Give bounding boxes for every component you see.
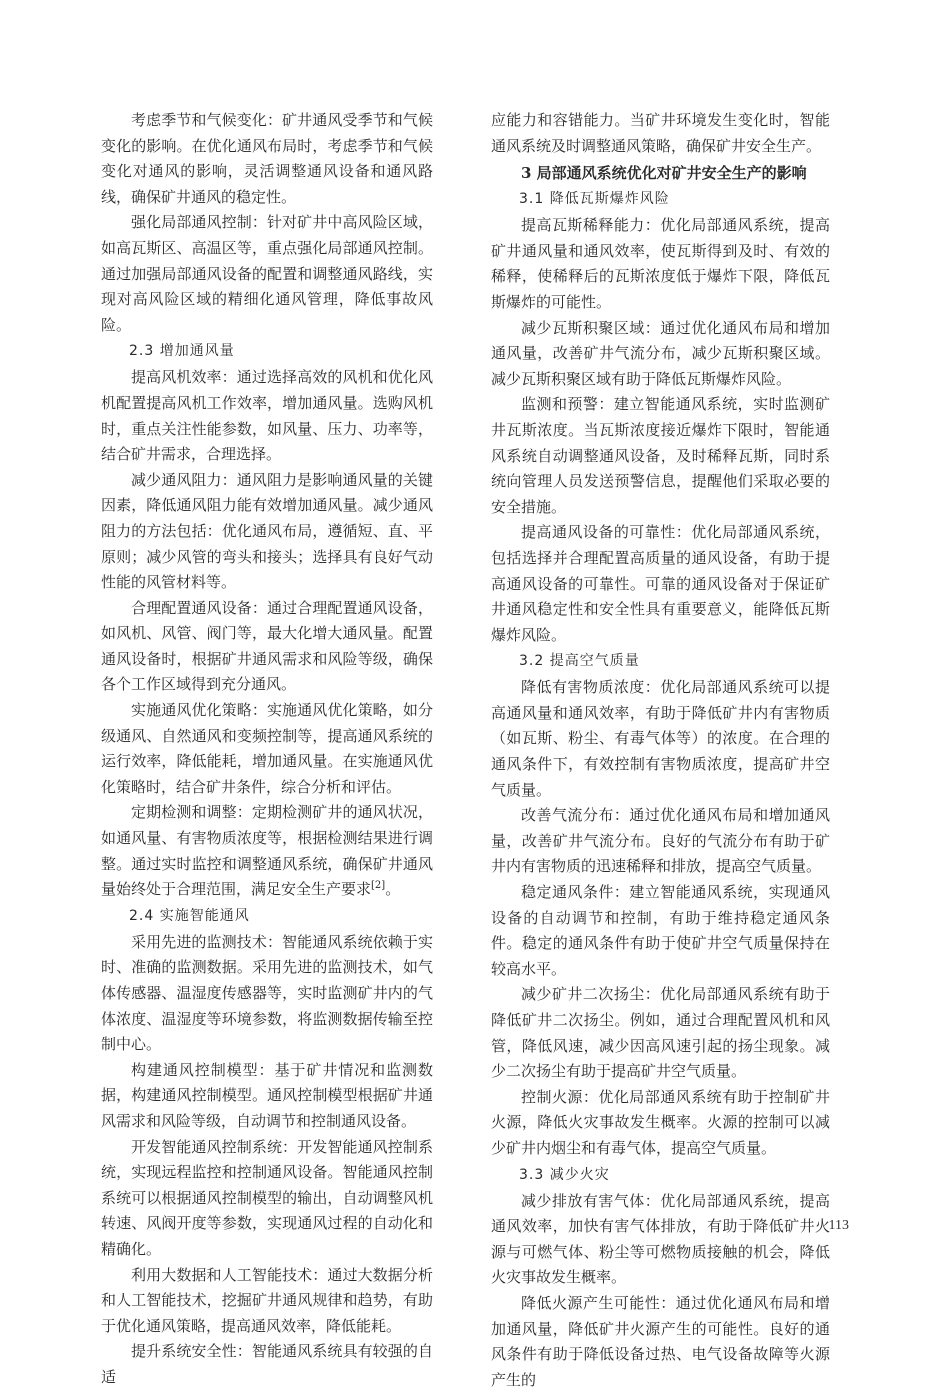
- paragraph: 提高瓦斯稀释能力：优化局部通风系统，提高矿井通风量和通风效率，使瓦斯得到及时、有效的稀释，使稀释后的瓦斯浓度低于爆炸下限，降低瓦斯爆炸的可能性。: [491, 216, 830, 311]
- citation-ref: [2]: [371, 880, 386, 892]
- page-number: 113: [828, 1218, 849, 1233]
- paragraph: 合理配置通风设备：通过合理配置通风设备，如风机、风管、阀门等，最大化增大通风量。配置通风设备时，根据矿井通风需求和风险等级，确保各个工作区域得到充分通风。: [101, 598, 433, 694]
- section-heading-2-3: 2.3 增加通风量: [129, 343, 235, 360]
- left-column: [101, 108, 433, 1391]
- paragraph: 提高通风设备的可靠性：优化局部通风系统，包括选择并合理配置高质量的通风设备，有助于提高通风设备的可靠性。可靠的通风设备对于保证矿井通风稳定性和安全性具有重要意义，能降低瓦斯爆炸风险。: [491, 523, 830, 644]
- paragraph: 构建通风控制模型：基于矿井情况和监测数据，构建通风控制模型。通风控制模型根据矿井通风需求和风险等级，自动调节和控制通风设备。: [101, 1060, 433, 1130]
- paragraph: 监测和预警：建立智能通风系统，实时监测矿井瓦斯浓度。当瓦斯浓度接近爆炸下限时，智能通风系统自动调整通风设备，及时稀释瓦斯，同时系统向管理人员发送预警信息，提醒他们采取必要的安全措施。: [491, 395, 830, 516]
- paragraph: 改善气流分布：通过优化通风布局和增加通风量，改善矿井气流分布。良好的气流分布有助于矿井内有害物质的迅速稀释和排放，提高空气质量。: [491, 806, 830, 876]
- paragraph: 降低火源产生可能性：通过优化通风布局和增加通风量，降低矿井火源产生的可能性。良好的通风条件有助于降低设备过热、电气设备故障等火源产生的: [491, 1293, 830, 1389]
- paragraph: 强化局部通风控制：针对矿井中高风险区域，如高瓦斯区、高温区等，重点强化局部通风控制。通过加强局部通风设备的配置和调整通风路线，实现对高风险区域的精细化通风管理，降低事故风险。: [101, 213, 433, 334]
- paragraph: 稳定通风条件：建立智能通风系统，实现通风设备的自动调节和控制，有助于维持稳定通风条件。稳定的通风条件有助于使矿井空气质量保持在较高水平。: [491, 883, 830, 978]
- paragraph: 提升系统安全性：智能通风系统具有较强的自适: [101, 1342, 433, 1386]
- paragraph: 减少瓦斯积聚区域：通过优化通风布局和增加通风量，改善矿井气流分布，减少瓦斯积聚区域。减少瓦斯积聚区域有助于降低瓦斯爆炸风险。: [491, 318, 830, 388]
- paragraph: 利用大数据和人工智能技术：通过大数据分析和人工智能技术，挖掘矿井通风规律和趋势，有助于优化通风策略，提高通风效率，降低能耗。: [101, 1265, 433, 1335]
- paragraph: 控制火源：优化局部通风系统有助于控制矿井火源，降低火灾事故发生概率。火源的控制可以减少矿井内烟尘和有毒气体，提高空气质量。: [491, 1087, 830, 1157]
- paragraph: 开发智能通风控制系统：开发智能通风控制系统，实现远程监控和控制通风设备。智能通风控制系统可以根据通风控制模型的输出，自动调整风机转速、风阀开度等参数，实现通风过程的自动化和精确化。: [101, 1137, 433, 1258]
- section-heading-3-2: 3.2 提高空气质量: [519, 653, 640, 670]
- section-heading-3-3: 3.3 减少火灾: [519, 1166, 610, 1183]
- paragraph: [101, 800, 433, 902]
- paragraph: 采用先进的监测技术：智能通风系统依赖于实时、准确的监测数据。采用先进的监测技术，如气体传感器、温湿度传感器等，实时监测矿井内的气体浓度、温湿度等环境参数，将监测数据传输至控制中心。: [101, 932, 433, 1054]
- paragraph: 减少通风阻力：通风阻力是影响通风量的关键因素，降低通风阻力能有效增加通风量。减少通风阻力的方法包括：优化通风布局，遵循短、直、平原则；减少风管的弯头和接头；选择具有良好气动性能的风管材料等。: [101, 470, 433, 592]
- paragraph: 实施通风优化策略：实施通风优化策略，如分级通风、自然通风和变频控制等，提高通风系统的运行效率，降低能耗，增加通风量。在实施通风优化策略时，结合矿井条件，综合分析和评估。: [101, 701, 433, 796]
- paragraph: 减少矿井二次扬尘：优化局部通风系统有助于降低矿井二次扬尘。例如，通过合理配置风机和风管，降低风速，减少因高风速引起的扬尘现象。减少二次扬尘有助于提高矿井空气质量。: [491, 985, 830, 1081]
- paragraph: 降低有害物质浓度：优化局部通风系统可以提高通风量和通风效率，有助于降低矿井内有害物质（如瓦斯、粉尘、有毒气体等）的浓度。在合理的通风条件下，有效控制有害物质浓度，提高矿井空气质量。: [491, 678, 830, 799]
- paragraph: 减少排放有害气体：优化局部通风系统，提高通风效率，加快有害气体排放，有助于降低矿井火源与可燃气体、粉尘等可燃物质接触的机会，降低火灾事故发生概率。: [491, 1191, 830, 1287]
- paragraph: 考虑季节和气候变化：矿井通风受季节和气候变化的影响。在优化通风布局时，考虑季节和气候变化对通风的影响，灵活调整通风设备和通风路线，确保矿井通风的稳定性。: [101, 111, 433, 206]
- section-heading-3-1: 3.1 降低瓦斯爆炸风险: [519, 191, 670, 208]
- section-heading-2-4: 2.4 实施智能通风: [129, 907, 250, 924]
- section-heading-3: 3 局部通风系统优化对矿井安全生产的影响: [521, 164, 807, 183]
- right-column: [491, 108, 830, 1393]
- paragraph-text: 定期检测和调整：定期检测矿井的通风状况，如通风量、有害物质浓度等，根据检测结果进行调整。通过实时监控和调整通风系统，确保矿井通风量始终处于合理范围，满足安全生产要求: [101, 803, 433, 899]
- paragraph-end: 。: [385, 880, 401, 899]
- paragraph: 提高风机效率：通过选择高效的风机和优化风机配置提高风机工作效率，增加通风量。选购风机时，重点关注性能参数，如风量、压力、功率等，结合矿井需求，合理选择。: [101, 368, 433, 464]
- paragraph: 应能力和容错能力。当矿井环境发生变化时，智能通风系统及时调整通风策略，确保矿井安全生产。: [491, 111, 830, 155]
